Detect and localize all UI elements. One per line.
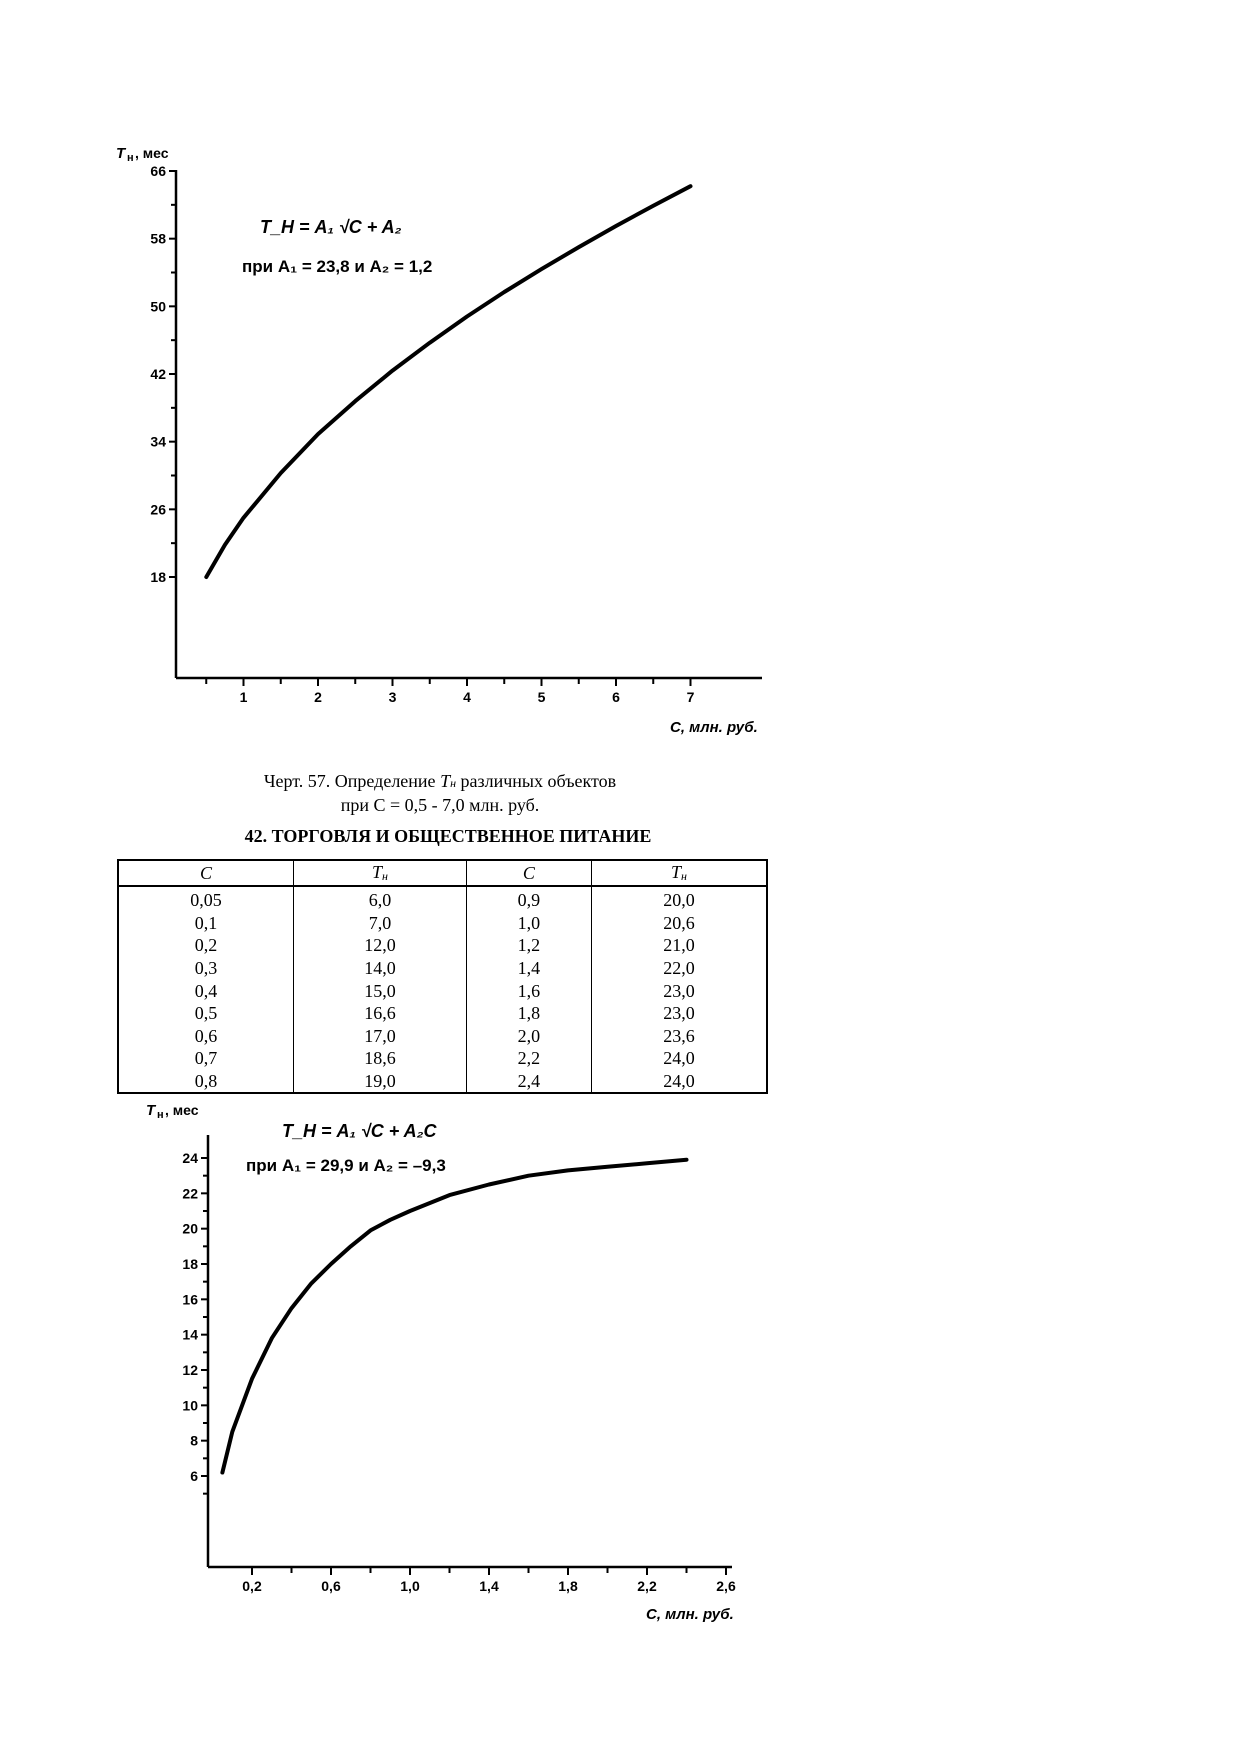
caption-suffix: различных объектов <box>456 771 617 791</box>
y-tick-label: 58 <box>150 230 166 247</box>
chart-tn-sqrt-c-linear <box>110 1102 790 1655</box>
table-cell: 17,0 <box>294 1025 467 1048</box>
table-cell: 1,2 <box>466 934 591 957</box>
y-tick-label: 34 <box>150 433 166 450</box>
table-row <box>118 912 767 935</box>
table-cell: 0,3 <box>118 957 294 980</box>
table-cell: 20,0 <box>591 886 767 912</box>
y-tick-label: 20 <box>182 1220 198 1237</box>
x-tick-label: 2 <box>314 689 322 705</box>
table-row <box>118 979 767 1002</box>
y-axis-label: T <box>116 145 126 162</box>
table-header-c2: C <box>466 860 591 886</box>
table-row <box>118 1025 767 1048</box>
table-cell: 0,05 <box>118 886 294 912</box>
y-tick-label: 16 <box>182 1291 198 1308</box>
table-row <box>118 1047 767 1070</box>
x-tick-label: 7 <box>686 689 695 705</box>
y-tick-label: 18 <box>150 569 166 585</box>
table-body <box>118 886 767 1093</box>
y-tick-label: 10 <box>182 1397 198 1414</box>
formula-line-1: T_Н = A₁ √C + A₂C <box>282 1121 437 1141</box>
table-cell: 0,9 <box>466 886 591 912</box>
section-title: 42. ТОРГОВЛЯ И ОБЩЕСТВЕННОЕ ПИТАНИЕ <box>244 826 652 846</box>
y-tick-label: 12 <box>182 1362 198 1378</box>
y-tick-label: 8 <box>190 1432 198 1449</box>
table-cell: 0,4 <box>118 979 294 1002</box>
y-tick-label: 14 <box>182 1326 198 1343</box>
table-cell: 0,7 <box>118 1047 294 1070</box>
x-tick-label: 3 <box>388 689 397 705</box>
chart-tn-sqrt-c <box>110 145 790 750</box>
figure-caption <box>160 770 720 816</box>
y-tick-label: 22 <box>182 1185 198 1202</box>
x-tick-label: 0,6 <box>321 1578 341 1594</box>
table-header-tn2: Tн <box>591 860 767 886</box>
y-axis-label-unit: , мес <box>165 1102 199 1118</box>
caption-prefix: Черт. 57. Определение <box>263 771 441 791</box>
formula-line-2: при A₁ = 23,8 и A₂ = 1,2 <box>242 257 433 276</box>
x-tick-label: 4 <box>463 689 471 705</box>
y-axis-label: T <box>146 1102 156 1119</box>
table-cell: 1,8 <box>466 1002 591 1025</box>
table-cell: 16,6 <box>294 1002 467 1025</box>
table-cell: 0,5 <box>118 1002 294 1025</box>
table-header-tn1: Tн <box>294 860 467 886</box>
y-axis-label-sub: н <box>157 1109 164 1121</box>
y-tick-label: 50 <box>150 298 166 315</box>
x-tick-label: 5 <box>537 689 546 705</box>
table-cell: 18,6 <box>294 1047 467 1070</box>
table-cell: 14,0 <box>294 957 467 980</box>
x-tick-label: 1 <box>239 689 248 705</box>
y-tick-label: 18 <box>182 1256 198 1272</box>
table-cell: 6,0 <box>294 886 467 912</box>
x-tick-label: 1,0 <box>400 1578 420 1594</box>
table-header-c1: C <box>118 860 294 886</box>
caption-line2: при С = 0,5 - 7,0 млн. руб. <box>340 795 540 815</box>
table-cell: 0,2 <box>118 934 294 957</box>
table-row <box>118 957 767 980</box>
table-cell: 1,4 <box>466 957 591 980</box>
table-row <box>118 1002 767 1025</box>
table-cell: 0,1 <box>118 912 294 935</box>
table-row <box>118 1070 767 1094</box>
table-row <box>118 934 767 957</box>
table-cell: 2,4 <box>466 1070 591 1094</box>
table-cell: 21,0 <box>591 934 767 957</box>
table-cell: 0,8 <box>118 1070 294 1094</box>
table-cell: 19,0 <box>294 1070 467 1094</box>
table-cell: 2,0 <box>466 1025 591 1048</box>
table-cell: 24,0 <box>591 1047 767 1070</box>
table-cell: 2,2 <box>466 1047 591 1070</box>
table-row <box>118 886 767 912</box>
table-cell: 23,0 <box>591 1002 767 1025</box>
caption-var: T <box>440 771 451 791</box>
y-tick-label: 6 <box>190 1468 198 1484</box>
y-tick-label: 26 <box>150 501 166 518</box>
formula-line-1: T_Н = A₁ √C + A₂ <box>260 217 402 237</box>
table-cell: 20,6 <box>591 912 767 935</box>
table-cell: 1,0 <box>466 912 591 935</box>
table-cell: 15,0 <box>294 979 467 1002</box>
x-tick-label: 6 <box>612 689 620 705</box>
series-line <box>222 1160 686 1473</box>
table-cell: 24,0 <box>591 1070 767 1094</box>
y-tick-label: 42 <box>150 366 166 382</box>
table-cell: 23,6 <box>591 1025 767 1048</box>
y-tick-label: 24 <box>182 1150 198 1166</box>
table-cell: 7,0 <box>294 912 467 935</box>
x-tick-label: 2,2 <box>637 1578 657 1594</box>
x-axis-label: C, млн. руб. <box>646 1606 734 1623</box>
table-cell: 12,0 <box>294 934 467 957</box>
x-tick-label: 0,2 <box>242 1578 262 1594</box>
caption-var-sub: н <box>450 776 457 790</box>
table-cell: 23,0 <box>591 979 767 1002</box>
formula-line-2: при A₁ = 29,9 и A₂ = –9,3 <box>246 1156 446 1175</box>
table-cell: 22,0 <box>591 957 767 980</box>
data-table <box>117 859 768 1094</box>
x-tick-label: 1,4 <box>479 1578 499 1594</box>
y-axis-label-sub: н <box>127 152 134 164</box>
y-axis-label-unit: , мес <box>135 145 169 161</box>
series-line <box>206 186 690 577</box>
table-cell: 0,6 <box>118 1025 294 1048</box>
y-tick-label: 66 <box>150 163 166 179</box>
x-tick-label: 1,8 <box>558 1578 578 1594</box>
x-tick-label: 2,6 <box>716 1578 736 1594</box>
table-cell: 1,6 <box>466 979 591 1002</box>
table-header-row <box>118 860 767 886</box>
x-axis-label: C, млн. руб. <box>670 719 758 736</box>
